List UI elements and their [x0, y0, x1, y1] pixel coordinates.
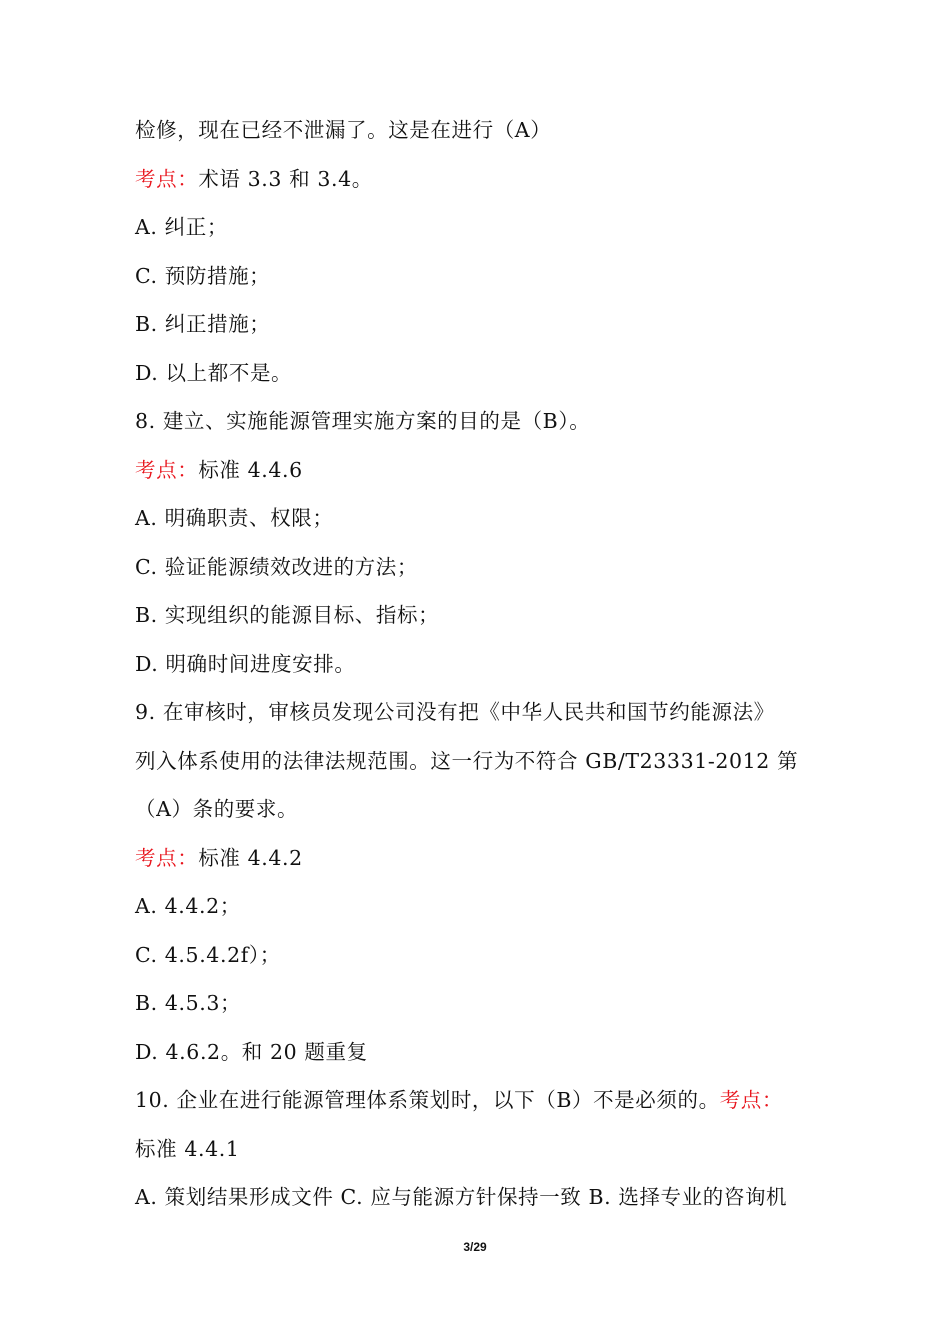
option-line: D. 以上都不是。: [135, 361, 293, 385]
option-line: A. 策划结果形成文件 C. 应与能源方针保持一致 B. 选择专业的咨询机: [135, 1185, 788, 1209]
key-point-line: [135, 456, 303, 484]
option-line: B. 实现组织的能源目标、指标；: [135, 603, 440, 627]
key-point-label: 考点：: [135, 846, 199, 870]
key-point-label: 考点：: [135, 167, 199, 191]
key-point-label: 考点：: [135, 458, 199, 482]
option-line: B. 4.5.3；: [135, 991, 242, 1015]
question-line: 列入体系使用的法律法规范围。这一行为不符合 GB/T23331-2012 第: [135, 749, 799, 773]
key-point-line: [135, 844, 303, 872]
option-line: A. 明确职责、权限；: [135, 506, 334, 530]
key-point-text: 标准 4.4.1: [135, 1137, 240, 1161]
option-line: A. 4.4.2；: [135, 894, 241, 918]
question-line: 9. 在审核时，审核员发现公司没有把《中华人民共和国节约能源法》: [135, 700, 775, 724]
question-line: （A）条的要求。: [135, 797, 299, 821]
option-line: C. 4.5.4.2f）；: [135, 943, 281, 967]
page-number: 3/29: [463, 1240, 487, 1254]
option-line: B. 纠正措施；: [135, 312, 271, 336]
key-point-text: 标准 4.4.6: [198, 458, 303, 482]
option-line: D. 4.6.2。和 20 题重复: [135, 1040, 368, 1064]
key-point-text: 标准 4.4.2: [198, 846, 303, 870]
text-line: 检修，现在已经不泄漏了。这是在进行（A）: [135, 118, 552, 142]
option-line: C. 预防措施；: [135, 264, 271, 288]
key-point-text: 术语 3.3 和 3.4。: [198, 167, 373, 191]
question-text: 10. 企业在进行能源管理体系策划时，以下（B）不是必须的。: [135, 1088, 720, 1112]
question-line: 8. 建立、实施能源管理实施方案的目的是（B）。: [135, 409, 591, 433]
option-line: C. 验证能源绩效改进的方法；: [135, 555, 418, 579]
question-line: [135, 1086, 783, 1114]
option-line: A. 纠正；: [135, 215, 228, 239]
key-point-label: 考点：: [719, 1088, 783, 1112]
option-line: D. 明确时间进度安排。: [135, 652, 356, 676]
key-point-line: [135, 165, 373, 193]
